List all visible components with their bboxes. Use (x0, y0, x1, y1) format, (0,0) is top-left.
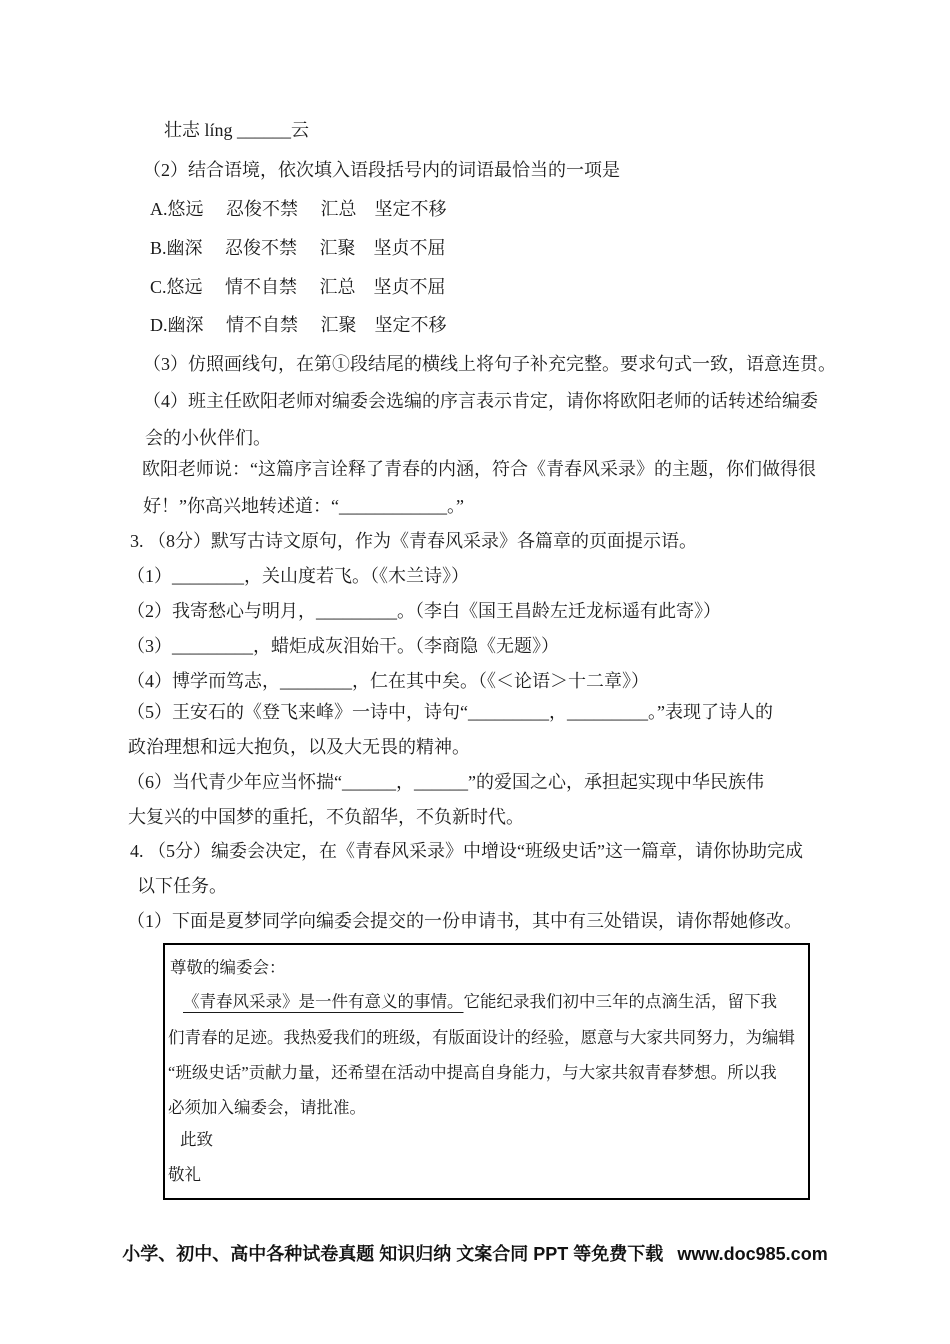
q2-teacher-quote-line2: 好！”你高兴地转述道：“____________。” (143, 496, 464, 516)
q4-header-line2: 以下任务。 (137, 876, 227, 896)
q2-option-b: B.幽深 忍俊不禁 汇聚 坚贞不屈 (150, 238, 446, 258)
application-closing-this: 此致 (180, 1130, 213, 1149)
q2-sub4-prompt-line1: （4）班主任欧阳老师对编委会选编的序言表示肯定，请你将欧阳老师的话转述给编委 (143, 391, 818, 411)
q2-option-a: A.悠远 忍俊不禁 汇总 坚定不移 (150, 199, 447, 219)
footer-promo-text: 小学、初中、高中各种试卷真题 知识归纳 文案合同 PPT 等免费下载 (122, 1244, 664, 1264)
application-body-line3: “班级史话”贡献力量，还希望在活动中提高自身能力，与大家共叙青春梦想。所以我 (168, 1063, 777, 1082)
q3-item3: （3）_________，蜡炬成灰泪始干。（李商隐《无题》） (127, 636, 559, 656)
q4-header-line1: 4. （5分）编委会决定，在《青春风采录》中增设“班级史话”这一篇章，请你协助完成 (130, 841, 803, 861)
application-body-line2: 们青春的足迹。我热爱我们的班级，有版面设计的经验，愿意与大家共同努力，为编辑 (168, 1028, 795, 1047)
q3-item4: （4）博学而笃志，________，仁在其中矣。（《＜论语＞十二章》） (127, 671, 649, 691)
application-body-line1 (183, 990, 777, 1014)
q3-item5-line1: （5）王安石的《登飞来峰》一诗中，诗句“_________，_________。”表现了诗人的 (127, 702, 773, 722)
q3-item1: （1）________，关山度若飞。（《木兰诗》） (127, 566, 469, 586)
application-body-line1-rest: 它能纪录我们初中三年的点滴生活，留下我 (463, 992, 777, 1011)
q2-pinyin-blank-line: 壮志 líng ______云 (164, 120, 310, 140)
application-body-line4: 必须加入编委会，请批准。 (168, 1098, 366, 1117)
q3-item2: （2）我寄愁心与明月，_________。（李白《国王昌龄左迁龙标遥有此寄》） (127, 601, 721, 621)
q3-item6-line2: 大复兴的中国梦的重托，不负韶华，不负新时代。 (128, 807, 524, 827)
q2-sub2-prompt: （2）结合语境，依次填入语段括号内的词语最恰当的一项是 (143, 160, 620, 180)
q4-sub1-prompt: （1）下面是夏梦同学向编委会提交的一份申请书，其中有三处错误，请你帮她修改。 (127, 911, 802, 931)
q3-item5-line2: 政治理想和远大抱负，以及大无畏的精神。 (128, 737, 470, 757)
application-underlined-sentence: 《青春风采录》是一件有意义的事情。 (183, 992, 464, 1011)
q3-item6-line1: （6）当代青少年应当怀揣“______，______”的爱国之心，承担起实现中华民族伟 (127, 772, 764, 792)
application-salutation: 尊敬的编委会： (170, 958, 286, 977)
q2-option-c: C.悠远 情不自禁 汇总 坚贞不屈 (150, 277, 446, 297)
q2-option-d: D.幽深 情不自禁 汇聚 坚定不移 (150, 315, 447, 335)
page-footer (0, 1240, 950, 1266)
application-closing-salute: 敬礼 (168, 1165, 201, 1184)
q2-sub4-prompt-line2: 会的小伙伴们。 (145, 428, 271, 448)
q2-sub3-prompt: （3）仿照画线句，在第①段结尾的横线上将句子补充完整。要求句式一致，语意连贯。 (143, 354, 836, 374)
q3-header: 3. （8分）默写古诗文原句，作为《青春风采录》各篇章的页面提示语。 (130, 531, 697, 551)
footer-site-link[interactable]: www.doc985.com (677, 1244, 828, 1264)
q2-teacher-quote-line1: 欧阳老师说：“这篇序言诠释了青春的内涵，符合《青春风采录》的主题，你们做得很 (142, 459, 816, 479)
